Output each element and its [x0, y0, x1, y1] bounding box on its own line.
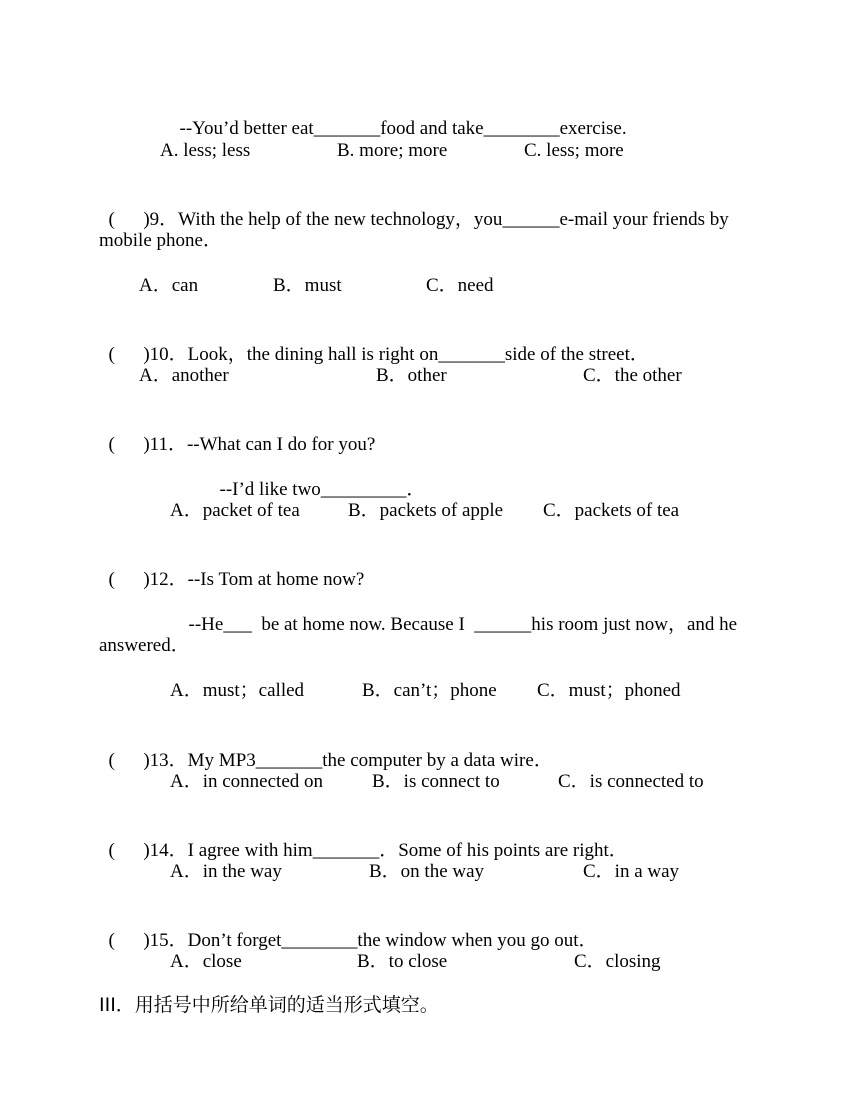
q12-reply-text-a: --He	[188, 614, 224, 635]
q11-stem-line	[99, 409, 375, 457]
q12-reply-continuation: answered．	[99, 635, 190, 656]
q12-option-a: A．must；called	[170, 680, 305, 701]
q8-reply-text-b: food and take	[380, 118, 484, 139]
q15-option-c: C．closing	[574, 951, 661, 972]
q10-stem-line	[99, 319, 649, 367]
q15-stem-text-b: the window when you go out．	[357, 930, 598, 951]
q14-option-a: A．in the way	[170, 861, 282, 882]
q13-stem-text-b: the computer by a data wire．	[322, 750, 553, 771]
q13-blank: _______	[255, 750, 323, 771]
q9-option-b: B．must	[273, 275, 342, 296]
q14-option-b: B．on the way	[369, 861, 485, 882]
q11-option-a: A．packet of tea	[170, 500, 300, 521]
q9-option-a: A．can	[139, 275, 199, 296]
q9-stem-text-b: e-mail your friends by	[559, 209, 729, 230]
q11-reply-text-a: --I’d like two	[219, 479, 321, 500]
q12-option-b: B．can’t；phone	[362, 680, 497, 701]
q8-option-b: B. more; more	[337, 140, 448, 161]
q11-stem-text: 11．--What can I do for you?	[149, 434, 376, 455]
q13-stem-text-a: 13．My MP3	[149, 750, 256, 771]
q14-option-c: C．in a way	[583, 861, 680, 882]
q15-stem-text-a: 15．Don’t forget	[149, 930, 282, 951]
section-3-heading: III．用括号中所给单词的适当形式填空。	[99, 994, 439, 1016]
q9-stem-line	[99, 184, 729, 232]
q15-answer-paren: ( )	[108, 930, 150, 951]
q12-reply-text-c: his room just now，and he	[531, 614, 738, 635]
q10-option-b: B．other	[376, 365, 447, 386]
q11-option-c: C．packets of tea	[543, 500, 680, 521]
q14-stem-text-b: ．Some of his points are right．	[379, 840, 628, 861]
q14-answer-paren: ( )	[108, 840, 150, 861]
q10-blank: _______	[438, 344, 505, 365]
q10-stem-text-b: side of the street．	[504, 344, 649, 365]
q8-option-c: C. less; more	[524, 140, 624, 161]
q15-stem-line	[99, 905, 598, 953]
q14-stem-text-a: 14．I agree with him	[149, 840, 313, 861]
q13-option-a: A．in connected on	[170, 771, 324, 792]
q12-reply-line	[179, 589, 737, 637]
q10-option-a: A．another	[139, 365, 229, 386]
q8-reply-line	[170, 93, 627, 141]
q11-blank: _________	[320, 479, 407, 500]
q11-reply-line	[210, 454, 425, 502]
q14-blank: _______	[312, 840, 380, 861]
q8-blank-2: ________	[483, 118, 560, 139]
q10-answer-paren: ( )	[108, 344, 150, 365]
q13-option-c: C．is connected to	[558, 771, 704, 792]
q12-reply-text-b: be at home now. Because I	[251, 614, 475, 635]
q9-blank: ______	[502, 209, 560, 230]
q11-option-b: B．packets of apple	[348, 500, 504, 521]
q15-blank: ________	[281, 930, 358, 951]
q11-answer-paren: ( )	[108, 434, 150, 455]
q8-option-a: A. less; less	[160, 140, 251, 161]
q15-option-a: A．close	[170, 951, 242, 972]
q10-option-c: C．the other	[583, 365, 682, 386]
q9-answer-paren: ( )	[108, 209, 150, 230]
q11-reply-text-b: ．	[406, 479, 426, 500]
q12-option-c: C．must；phoned	[537, 680, 681, 701]
q8-reply-text-c: exercise.	[559, 118, 627, 139]
q15-option-b: B．to close	[357, 951, 448, 972]
q13-option-b: B．is connect to	[372, 771, 500, 792]
q12-stem-text: 12．--Is Tom at home now?	[149, 569, 365, 590]
q9-option-c: C．need	[426, 275, 494, 296]
q13-stem-line	[99, 725, 553, 773]
q12-blank-2: ______	[474, 614, 532, 635]
q10-stem-text-a: 10．Look，the dining hall is right on	[149, 344, 439, 365]
q14-stem-line	[99, 815, 628, 863]
q12-stem-line	[99, 544, 364, 592]
q8-blank-1: _______	[313, 118, 381, 139]
q9-stem-continuation: mobile phone．	[99, 230, 222, 251]
q9-stem-text-a: 9．With the help of the new technology，you	[149, 209, 503, 230]
q12-blank-1: ___	[223, 614, 252, 635]
q13-answer-paren: ( )	[108, 750, 150, 771]
q12-answer-paren: ( )	[108, 569, 150, 590]
q8-reply-text-a: --You’d better eat	[179, 118, 314, 139]
